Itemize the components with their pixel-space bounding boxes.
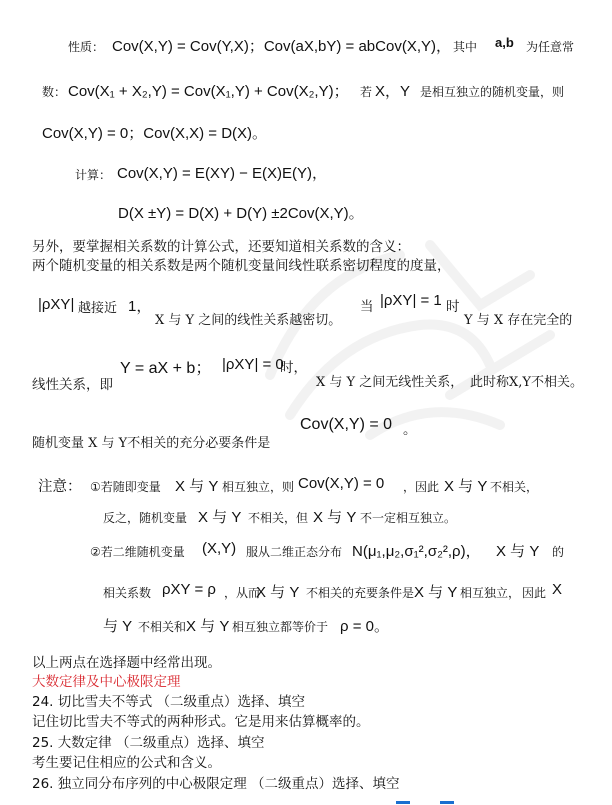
bottom-marker-left — [396, 801, 410, 804]
note-3e: X 与 Y — [496, 543, 540, 560]
para-2: 两个随机变量的相关系数是两个随机变量间线性联系密切程度的度量， — [32, 258, 451, 274]
shi-text: 时 — [446, 299, 460, 315]
note-1g: 不相关， — [490, 480, 539, 494]
note-4a: 相关系数 — [103, 586, 152, 600]
rho-eq-0: |ρXY| = 0 — [222, 356, 284, 373]
complete-text: Y 与 X 存在完全的 — [464, 313, 573, 328]
note-1a: ①若随即变量 — [90, 480, 161, 494]
note-4g: 相互独立， — [460, 586, 521, 600]
uncorrelated-text: 此时称X,Y不相关。 — [470, 375, 583, 390]
note-2d: X 与 Y — [313, 509, 357, 526]
note-5a: 与 Y — [103, 618, 133, 635]
nec-text: 随机变量 X 与 Y不相关的充分必要条件是 — [32, 436, 271, 451]
prop-trail-2a: 若 — [360, 85, 373, 99]
note-5b: 不相关和 — [138, 620, 187, 634]
rho-abs: |ρXY| — [38, 296, 75, 313]
note-2a: 反之，随机变量 — [103, 511, 188, 525]
prop-line2-prefix: 数： — [42, 85, 67, 99]
calc-formula-1: Cov(X,Y) = E(XY) − E(X)E(Y)， — [117, 165, 328, 182]
note-3f: 的 — [552, 545, 565, 559]
rho-eq-1: |ρXY| = 1 — [380, 292, 442, 309]
prop-ab: a,b — [495, 35, 514, 50]
tail-line-3: 记住切比雪夫不等式的两种形式。它是用来估算概率的。 — [32, 714, 370, 730]
note-1f: X 与 Y — [444, 478, 488, 495]
prop-label: 性质： — [68, 40, 105, 54]
note-4i: X — [552, 581, 563, 598]
note-4c: ，从而 — [224, 586, 261, 600]
note-1c: 相互独立，则 — [222, 480, 295, 494]
note-2e: 不一定相互独立。 — [360, 511, 457, 525]
linear-close-text: X 与 Y 之间的线性关系越密切。 — [155, 313, 342, 328]
para-1: 另外，要掌握相关系数的计算公式，还要知道相关系数的含义： — [32, 239, 410, 255]
prop-trail-2c: 是相互独立的随机变量，则 — [420, 85, 565, 99]
note-4f: X 与 Y — [414, 584, 458, 601]
bottom-marker-right — [440, 801, 454, 804]
note-5d: 相互独立都等价于 — [232, 620, 329, 634]
one-text: 1， — [128, 298, 152, 315]
tail-line-5: 考生要记住相应的公式和含义。 — [32, 755, 221, 771]
cov-zero: Cov(X,Y) = 0 — [300, 416, 393, 433]
note-2b: X 与 Y — [198, 509, 242, 526]
period: 。 — [403, 422, 417, 438]
prop-formula-1: Cov(X,Y) = Cov(Y,X)；Cov(aX,bY) = abCov(X,Y)， — [112, 38, 451, 55]
prop-trail-1a: 其中 — [453, 40, 478, 54]
calc-formula-2: D(X ±Y) = D(X) + D(Y) ±2Cov(X,Y)。 — [118, 205, 364, 222]
calc-label: 计算： — [75, 168, 112, 182]
near-text: 越接近 — [78, 301, 118, 316]
note-2c: 不相关，但 — [248, 511, 309, 525]
note-1e: ，因此 — [403, 480, 440, 494]
shi2-text: 时， — [280, 360, 307, 376]
note-5e: ρ = 0。 — [340, 618, 389, 635]
tail-line-1: 以上两点在选择题中经常出现。 — [32, 655, 221, 671]
tail-line-4: 25. 大数定律 （二级重点）选择、填空 — [32, 735, 265, 751]
yax-formula: Y = aX + b； — [120, 360, 212, 377]
note-4d: X 与 Y — [256, 584, 300, 601]
no-linear-text: X 与 Y 之间无线性关系， — [316, 375, 464, 390]
when-text: 当 — [360, 299, 374, 315]
note-3a: ②若二维随机变量 — [90, 545, 185, 559]
prop-formula-3: Cov(X,Y) = 0；Cov(X,X) = D(X)。 — [42, 125, 268, 142]
note-3c: 服从二维正态分布 — [246, 545, 343, 559]
note-1b: X 与 Y — [175, 478, 219, 495]
prop-formula-2: Cov(X₁ + X₂,Y) = Cov(X₁,Y) + Cov(X₂,Y)； — [68, 83, 349, 100]
section-heading: 大数定律及中心极限定理 — [32, 674, 181, 690]
linear-rel-text: 线性关系，即 — [32, 377, 113, 393]
note-4b: ρXY = ρ — [162, 581, 216, 598]
note-4h: 因此 — [522, 586, 547, 600]
tail-line-2: 24. 切比雪夫不等式 （二级重点）选择、填空 — [32, 694, 306, 710]
tail-line-6: 26. 独立同分布序列的中心极限定理 （二级重点）选择、填空 — [32, 776, 400, 792]
note-1d: Cov(X,Y) = 0 — [298, 475, 385, 492]
note-3b: (X,Y) — [202, 540, 237, 557]
note-5c: X 与 Y — [186, 618, 230, 635]
prop-trail-1b: 为任意常 — [526, 40, 575, 54]
note-4e: 不相关的充要条件是 — [306, 586, 415, 600]
note-3d: N(μ₁,μ₂,σ₁²,σ₂²,ρ)， — [352, 543, 481, 560]
note-title: 注意： — [38, 479, 82, 495]
prop-trail-2b: X，Y — [375, 83, 411, 100]
